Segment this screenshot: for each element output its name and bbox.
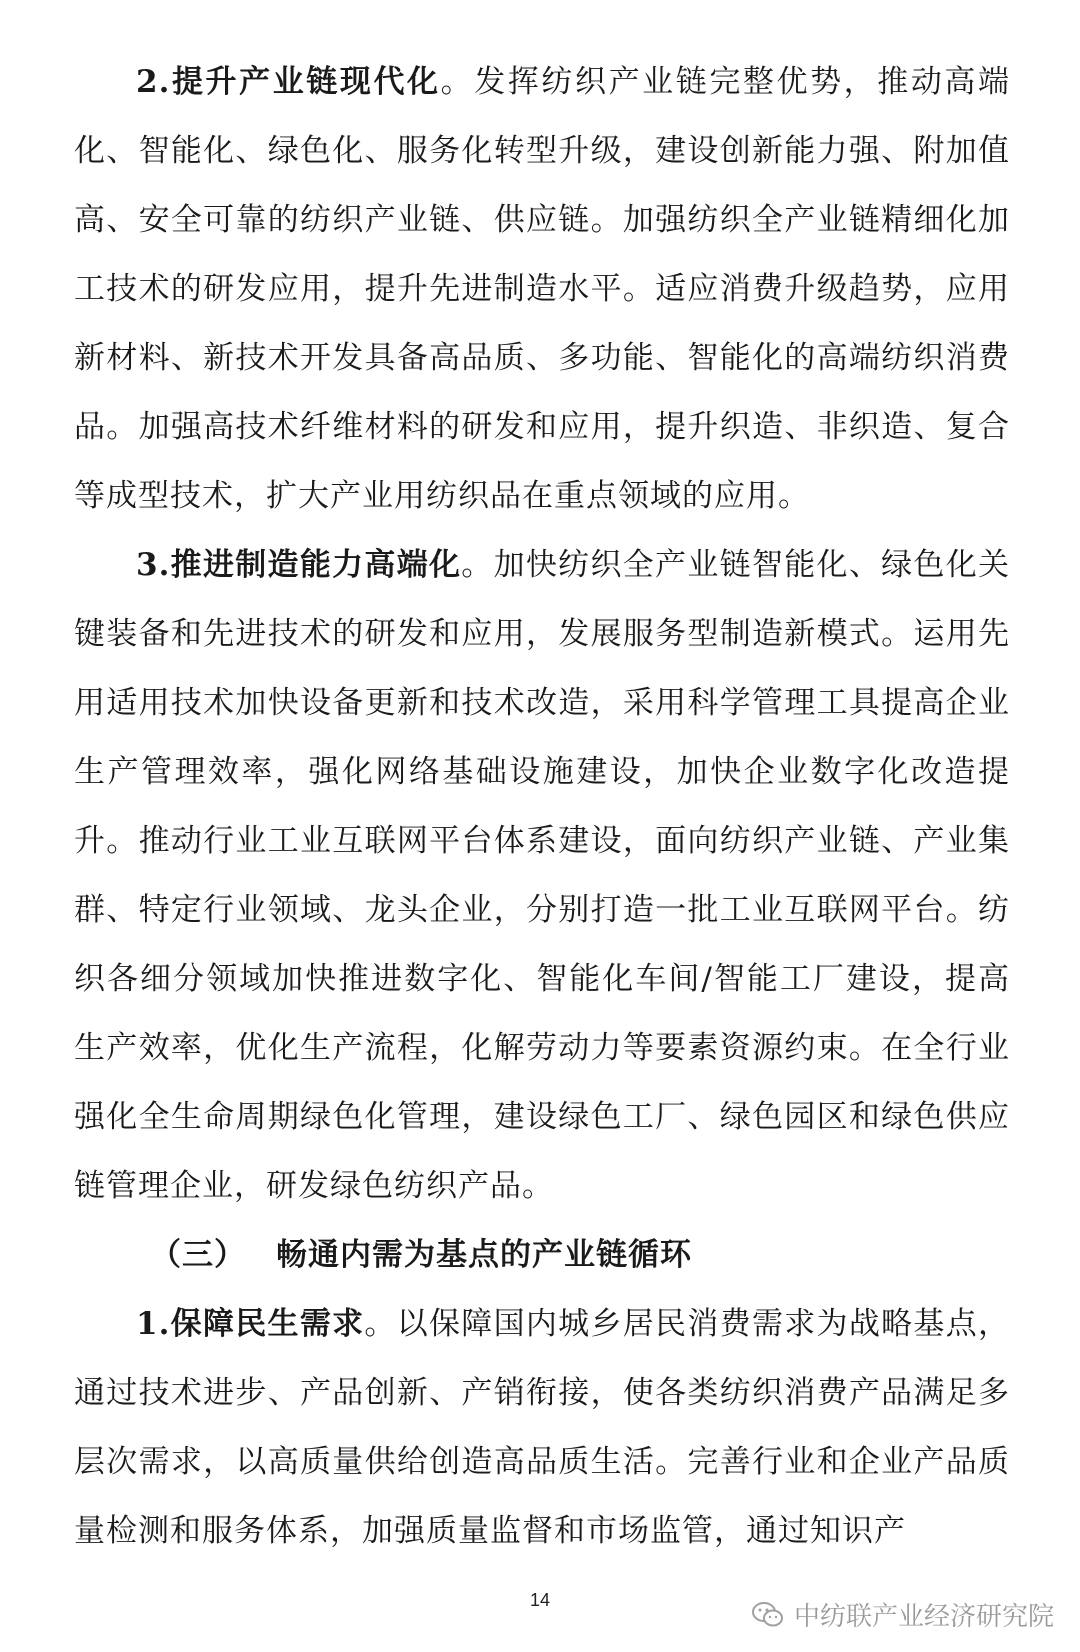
section-heading [74,1221,1010,1290]
paragraph-text: 。以保障国内城乡居民消费需求为战略基点，通过技术进步、产品创新、产销衔接，使各类纺织消费产品满足多层次需求，以高质量供给创造高品质生活。完善行业和企业产品质量检测和服务体系，加强质量监督和市场监管，通过知识产 [74,1306,1010,1549]
watermark [752,1596,1054,1633]
watermark-text: 中纺联产业经济研究院 [793,1602,1054,1632]
section-number: （三） [150,1237,246,1273]
section-title: 畅通内需为基点的产业链循环 [276,1237,692,1273]
document-body [74,48,1010,1566]
paragraph-industry-chain-modernization [74,48,1010,531]
page-number: 14 [529,1590,551,1610]
paragraph-lead: 2.提升产业链现代化 [136,64,441,100]
paragraph-text: 。加快纺织全产业链智能化、绿色化关键装备和先进技术的研发和应用，发展服务型制造新模式。运用先用适用技术加快设备更新和技术改造，采用科学管理工具提高企业生产管理效率，强化网络基础设施建设，加快企业数字化改造提升。推动行业工业互联网平台体系建设，面向纺织产业链、产业集群、特定行业领域、龙头企业，分别打造一批工业互联网平台。纺织各细分领域加快推进数字化、智能化车间/智能工厂建设，提高生产效率，优化生产流程，化解劳动力等要素资源约束。在全行业强化全生命周期绿色化管理，建设绿色工厂、绿色园区和绿色供应链管理企业，研发绿色纺织产品。 [74,547,1010,1204]
paragraph-manufacturing-high-end [74,531,1010,1221]
wechat-icon [752,1601,784,1629]
paragraph-livelihood-demand [74,1290,1010,1566]
paragraph-lead: 3.推进制造能力高端化 [136,547,462,583]
paragraph-text: 。发挥纺织产业链完整优势，推动高端化、智能化、绿色化、服务化转型升级，建设创新能力强、附加值高、安全可靠的纺织产业链、供应链。加强纺织全产业链精细化加工技术的研发应用，提升先进制造水平。适应消费升级趋势，应用新材料、新技术开发具备高品质、多功能、智能化的高端纺织消费品。加强高技术纤维材料的研发和应用，提升织造、非织造、复合等成型技术，扩大产业用纺织品在重点领域的应用。 [74,64,1010,514]
paragraph-lead: 1.保障民生需求 [136,1306,365,1342]
